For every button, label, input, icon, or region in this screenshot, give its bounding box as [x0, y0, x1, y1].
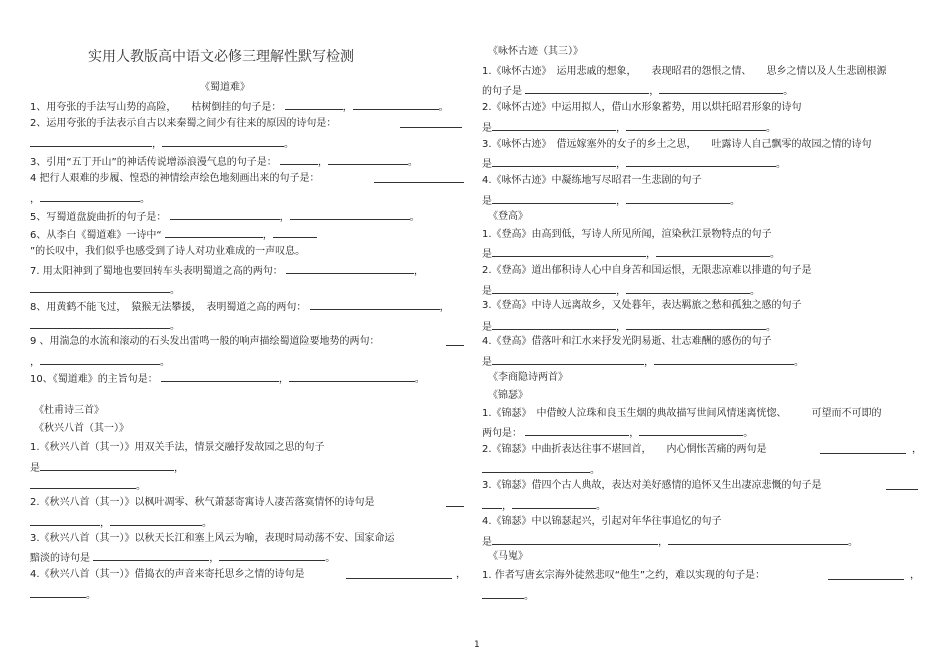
question-line: 2、运用夸张的手法表示自古以来秦蜀之间少有往来的原因的诗句是： — [30, 118, 337, 129]
section-title-qiuxing: 《秋兴八首（其一）》 — [34, 423, 129, 434]
section-title-shudaonan: 《蜀道难》 — [200, 82, 250, 93]
answer-blank[interactable] — [626, 194, 730, 204]
answer-blank[interactable] — [492, 194, 616, 204]
question-line: 1.《登高》由高到低，写诗人所见所闻，渲染秋江景物特点的句子 — [482, 229, 772, 240]
answer-blank[interactable] — [374, 173, 464, 183]
question-line: 4.《锦瑟》中以锦瑟起兴，引起对年华往事追忆的句子 — [482, 516, 722, 527]
answer-blank[interactable] — [40, 192, 140, 202]
question-line: 黯淡的诗句是 ， 。 — [30, 553, 336, 564]
answer-blank[interactable] — [219, 551, 325, 561]
answer-blank[interactable] — [626, 320, 766, 330]
question-line: 7. 用太阳神到了蜀地也要回转车头表明蜀道之高的两句： ， — [30, 266, 424, 277]
answer-blank[interactable] — [446, 336, 464, 346]
question-line: 6、从李白《蜀道难》一诗中“ ， — [30, 228, 317, 242]
answer-blank[interactable] — [280, 155, 318, 165]
answer-line: 是 ， 。 — [482, 249, 780, 260]
answer-blank[interactable] — [654, 355, 794, 365]
answer-blank[interactable] — [40, 355, 160, 365]
answer-line: ， 。 — [30, 516, 212, 530]
section-title-jinse: 《锦瑟》 — [488, 390, 528, 401]
answer-blank[interactable] — [30, 283, 170, 293]
answer-blank[interactable] — [310, 300, 440, 310]
question-line: 1.《秋兴八首（其一）》用双关手法，情景交融抒发故园之思的句子 — [30, 442, 325, 453]
answer-line: ， 。 — [30, 137, 294, 151]
answer-blank[interactable] — [30, 137, 152, 147]
question-line: 1.《锦瑟》 中借鲛人泣珠和良玉生烟的典故描写世间风情迷离恍惚、 可望而不可即的 — [482, 408, 882, 419]
answer-blank[interactable] — [659, 84, 783, 94]
answer-blank[interactable] — [353, 100, 439, 110]
answer-blank[interactable] — [482, 463, 590, 473]
answer-blank[interactable] — [110, 516, 202, 526]
answer-blank[interactable] — [286, 264, 414, 274]
answer-blank[interactable] — [161, 372, 279, 382]
answer-blank[interactable] — [820, 444, 906, 454]
question-line: 1.《咏怀古迹》 运用悲戚的想象， 表现昭君的怨恨之情、 思乡之情以及人生悲剧根源 — [482, 66, 887, 77]
comma: ， — [912, 444, 922, 455]
answer-blank[interactable] — [30, 319, 170, 329]
answer-line: 。 — [30, 479, 146, 493]
answer-blank[interactable] — [656, 247, 770, 257]
section-title-denggao: 《登高》 — [488, 211, 528, 222]
question-line: 3、引用“五丁开山”的神话传说增添浪漫气息的句子是： ， 。 — [30, 157, 418, 168]
comma: ， — [910, 570, 920, 581]
answer-blank[interactable] — [273, 228, 317, 238]
answer-line: 。 — [30, 283, 180, 297]
comma: ， — [456, 569, 466, 580]
answer-line: 是 ， 。 — [482, 159, 786, 170]
question-line: 9 、用湍急的水流和滚动的石头发出雷鸣一般的响声描绘蜀道险要地势的两句： — [30, 336, 380, 347]
question-line: 8、用黄鹤不能飞过， 猿猴无法攀援， 表明蜀道之高的两句： ， — [30, 302, 450, 313]
answer-blank[interactable] — [482, 589, 524, 599]
question-line: 两句是： ， 。 — [482, 428, 754, 439]
answer-blank[interactable] — [30, 479, 136, 489]
answer-blank[interactable] — [30, 516, 100, 526]
answer-blank[interactable] — [668, 535, 848, 545]
question-line: 3.《锦瑟》借四个古人典故，表达对美好感情的追怀又生出凄凉悲慨的句子是 — [482, 480, 822, 491]
answer-blank[interactable] — [626, 284, 750, 294]
answer-line: 是 ， 。 — [482, 357, 804, 368]
answer-blank[interactable] — [165, 228, 263, 238]
question-line: 3.《登高》中诗人远离故乡，又处暮年，表达羁旅之愁和孤独之感的句子 — [482, 300, 802, 311]
section-title-lishangyin: 《李商隐诗两首》 — [488, 372, 568, 383]
answer-blank[interactable] — [328, 155, 408, 165]
answer-blank[interactable] — [492, 535, 658, 545]
answer-blank[interactable] — [492, 320, 616, 330]
answer-line: ， 。 — [30, 194, 150, 205]
answer-blank[interactable] — [492, 157, 616, 167]
answer-line: ， 。 — [482, 499, 606, 513]
answer-blank[interactable] — [30, 588, 86, 598]
answer-blank[interactable] — [492, 121, 616, 131]
answer-blank[interactable] — [93, 551, 209, 561]
question-line: 2.《秋兴八首（其一）》以枫叶凋零、秋气萧瑟寄寓诗人凄苦落寞情怀的诗句是 — [30, 497, 375, 508]
question-line: 2.《咏怀古迹》中运用拟人，借山水形象蓄势，用以烘托昭君形象的诗句 — [482, 102, 802, 113]
question-line: 1. 作者写唐玄宗海外徒然悲叹“他生”之约，难以实现的句子是： — [482, 570, 766, 581]
question-line: 3.《秋兴八首（其一）》以秋天长江和塞上风云为喻，表现时局动荡不安、国家命运 — [30, 533, 395, 544]
answer-line: 。 — [30, 319, 180, 333]
answer-line: 是 ， 。 — [482, 322, 776, 333]
question-line: 4.《秋兴八首（其一）》借捣衣的声音来寄托思乡之情的诗句是 — [30, 569, 305, 580]
answer-blank[interactable] — [162, 137, 284, 147]
question-line: 1、用夸张的手法写山势的高险， 枯树倒挂的句子是： ， 。 — [30, 102, 449, 113]
question-line: 10、《蜀道难》的主旨句是： ， 。 — [30, 374, 425, 385]
answer-line: 是 ， 。 — [482, 123, 776, 134]
answer-blank[interactable] — [886, 480, 918, 490]
answer-line: 是 ， 。 — [482, 286, 760, 297]
answer-blank[interactable] — [446, 497, 464, 507]
answer-blank[interactable] — [285, 100, 343, 110]
answer-blank[interactable] — [492, 355, 644, 365]
question-line: 2.《锦瑟》中曲折表达往事不堪回首， 内心惘怅苦痛的两句是 — [482, 444, 767, 455]
question-line: 的句子是 ， 。 — [482, 86, 794, 97]
answer-blank[interactable] — [828, 570, 904, 580]
answer-blank[interactable] — [626, 121, 766, 131]
answer-blank[interactable] — [289, 372, 415, 382]
answer-blank[interactable] — [492, 284, 616, 294]
answer-line: 。 — [482, 463, 600, 477]
answer-blank[interactable] — [639, 426, 743, 436]
answer-blank[interactable] — [492, 247, 646, 257]
question-line: 3.《咏怀古迹》 借远嫁塞外的女子的乡土之思， 吐露诗人自己飘零的故园之情的诗句 — [482, 139, 872, 150]
question-line: 5、写蜀道盘旋曲折的句子是： ， 。 — [30, 212, 420, 223]
answer-line: 是 ， 。 — [482, 537, 858, 548]
answer-blank[interactable] — [525, 84, 649, 94]
answer-blank[interactable] — [626, 157, 776, 167]
question-line: 2.《登高》道出郁积诗人心中自身苦和国运恨，无限悲凉难以排遣的句子是 — [482, 265, 812, 276]
answer-line: 是 ， — [30, 463, 184, 474]
answer-blank[interactable] — [346, 569, 452, 579]
section-title-yonghuai: 《咏怀古迹（其三）》 — [488, 46, 583, 57]
answer-blank[interactable] — [512, 499, 596, 509]
answer-blank[interactable] — [525, 426, 629, 436]
page-number: 1 — [474, 640, 480, 650]
question-line: ”的长叹中，我们似乎也感受到了诗人对功业难成的一声叹息。 — [30, 246, 306, 257]
answer-blank[interactable] — [170, 210, 280, 220]
answer-line: 。 — [482, 589, 534, 603]
answer-line: 。 — [30, 588, 96, 602]
answer-line: 是 ， 。 — [482, 196, 740, 207]
answer-blank[interactable] — [400, 118, 462, 128]
answer-line: ， 。 — [30, 357, 170, 368]
question-line: 4.《咏怀古迹》中凝练地写尽昭君一生悲剧的句子 — [482, 175, 702, 186]
question-line: 4 把行人艰难的步履、惶恐的神情绘声绘色地刻画出来的句子是： — [30, 173, 320, 184]
page-title: 实用人教版高中语文必修三理解性默写检测 — [88, 49, 354, 65]
answer-blank[interactable] — [40, 461, 174, 471]
answer-blank[interactable] — [290, 210, 410, 220]
section-title-mawei: 《马嵬》 — [488, 551, 528, 562]
answer-blank[interactable] — [482, 499, 502, 509]
section-title-dufu: 《杜甫诗三首》 — [34, 405, 104, 416]
question-line: 4.《登高》借落叶和江水来抒发光阴易逝、壮志难酬的感伤的句子 — [482, 336, 772, 347]
